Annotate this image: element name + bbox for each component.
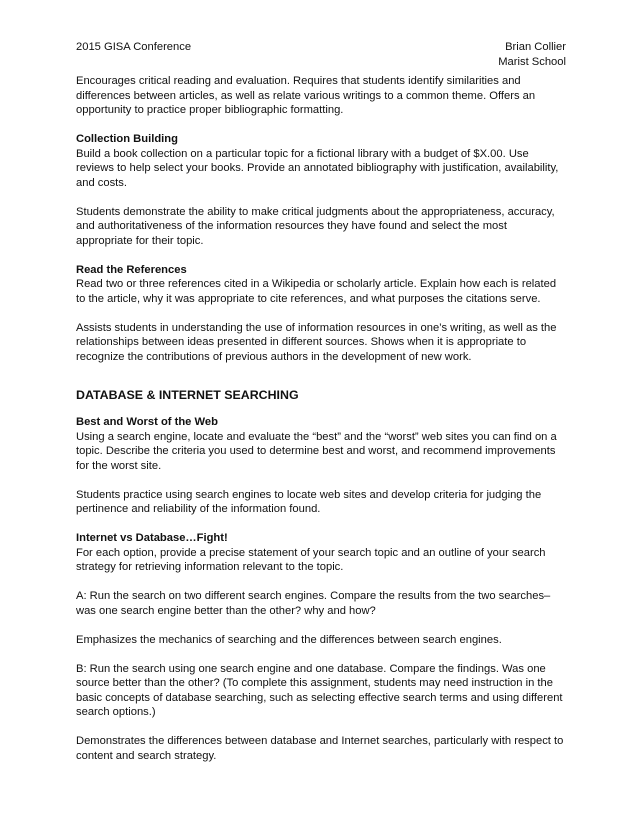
best-worst-outcome: Students practice using search engines to locate web sites and develop criteria for judging the pertinence and reliability of the information found. — [76, 488, 542, 515]
collection-building-outcome: Students demonstrate the ability to make critical judgments about the appropriateness, accuracy, and authoritativeness of the information resources they have found and select the most appropriate for their topic. — [76, 205, 555, 247]
intro-paragraph: Encourages critical reading and evaluation. Requires that students identify similarities and differences between articles, as well as relate various writings to a common theme. Offers an opportunity to practice proper bibliographic formatting. — [76, 75, 536, 116]
page-header — [76, 40, 566, 74]
document-page — [76, 40, 566, 778]
collection-building-text: Build a book collection on a particular topic for a fictional library with a budget of $X.00. Use reviews to help select your books. Provide an annotated bibliography with justification, availability, and costs. — [76, 147, 559, 189]
best-worst-section — [76, 415, 566, 473]
fight-text: For each option, provide a precise statement of your search topic and an outline of your search strategy for retrieving information relevant to the topic. — [76, 546, 546, 573]
fight-option-a: A: Run the search on two different search engines. Compare the results from the two searches– was one search engine better than the other? why and how? — [76, 590, 551, 617]
section-heading: DATABASE & INTERNET SEARCHING — [76, 388, 299, 402]
fight-title: Internet vs Database…Fight! — [76, 532, 228, 544]
fight-outcome-a: Emphasizes the mechanics of searching and the differences between search engines. — [76, 633, 502, 646]
fight-section — [76, 531, 566, 575]
author-block — [498, 40, 566, 69]
collection-building-title: Collection Building — [76, 133, 178, 145]
read-references-text: Read two or three references cited in a Wikipedia or scholarly article. Explain how each is related to the article, why it was appropriate to cite references, and what purposes the citations serve. — [76, 278, 557, 305]
conference-name: 2015 GISA Conference — [76, 41, 192, 53]
author-name: Brian Collier — [505, 41, 566, 53]
read-references-section — [76, 263, 566, 307]
read-references-title: Read the References — [76, 263, 187, 276]
school-name: Marist School — [498, 55, 566, 68]
collection-building-section — [76, 132, 566, 190]
best-worst-text: Using a search engine, locate and evaluate the “best” and the “worst” web sites you can find on a topic. Describe the criteria you used to determine best and worst, and recommend improvements for the worst site. — [76, 430, 557, 472]
fight-outcome-b: Demonstrates the differences between database and Internet searches, particularly with respect to content and search strategy. — [76, 735, 564, 762]
document-body — [76, 74, 566, 763]
fight-option-b: B: Run the search using one search engine and one database. Compare the findings. Was one source better than the other? (To complete this assignment, students may need instruction in the basic concepts of database searching, such as selecting effective search terms and using different search options.) — [76, 662, 563, 718]
read-references-outcome: Assists students in understanding the use of information resources in one’s writing, as well as the relationships between ideas presented in different sources. Shows when it is appropriate to recognize the contributions of previous authors in the development of new work. — [76, 321, 557, 363]
best-worst-title: Best and Worst of the Web — [76, 416, 218, 428]
